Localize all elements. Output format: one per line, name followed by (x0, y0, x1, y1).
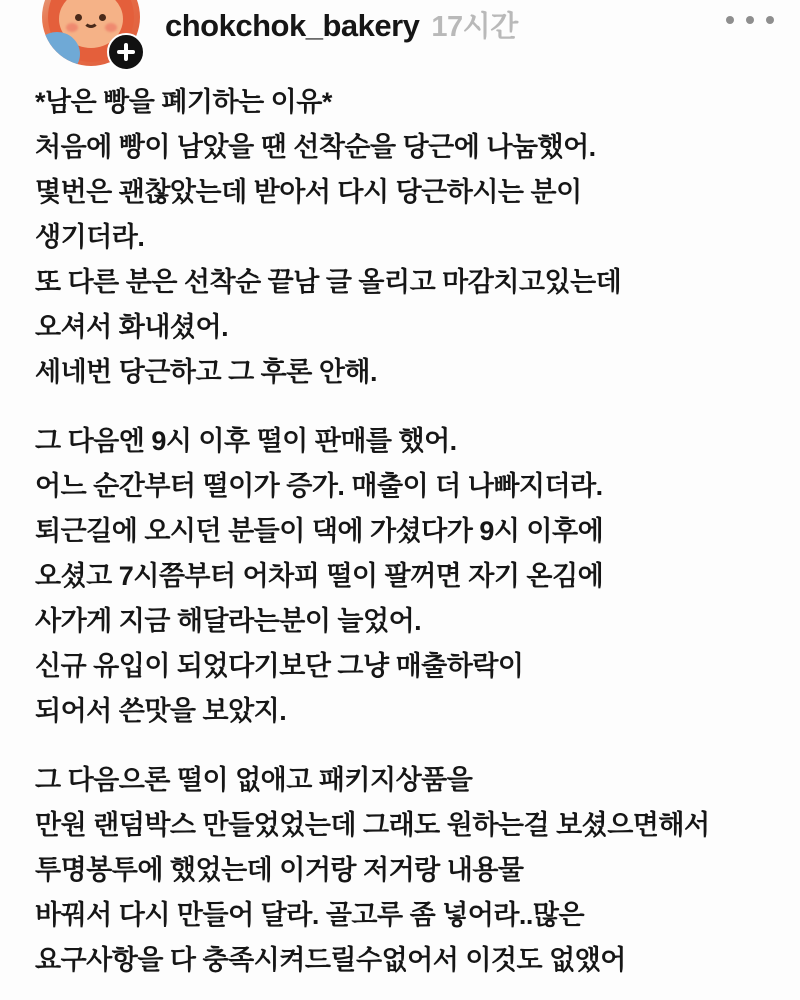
more-options-icon (746, 16, 754, 24)
post-text-line: 오셨고 7시쯤부터 어차피 떨이 팔꺼면 자기 온김에 (35, 561, 604, 591)
post-text-line: 처음에 빵이 남았을 땐 선착순을 당근에 나눔했어. (35, 132, 596, 162)
post-text-line: 어느 순간부터 떨이가 증가. 매출이 더 나빠지더라. (35, 471, 603, 501)
post-body (35, 80, 775, 1000)
post-paragraph (35, 758, 775, 983)
header-name-row (165, 4, 518, 45)
post-text-line: 몇번은 괜찮았는데 받아서 다시 당근하시는 분이 (35, 177, 582, 207)
post-text-line: 생기더라. (35, 222, 145, 252)
post-text-line: 만원 랜덤박스 만들었었는데 그래도 원하는걸 보셨으면해서 (35, 810, 710, 840)
avatar-eye-shape (75, 14, 82, 21)
post-text-line: 신규 유입이 되었다기보단 그냥 매출하락이 (35, 651, 524, 681)
post-header (0, 0, 800, 78)
more-options-button[interactable] (726, 8, 774, 32)
post-paragraph (35, 419, 775, 734)
post-text-line: 그 다음으론 떨이 없애고 패키지상품을 (35, 765, 473, 795)
timestamp: 17시간 (431, 11, 518, 43)
avatar-add-badge[interactable] (107, 33, 145, 71)
post-text-line: 투명봉투에 했었는데 이거랑 저거랑 내용물 (35, 855, 524, 885)
post-text-line: 그 다음엔 9시 이후 떨이 판매를 했어. (35, 426, 457, 456)
plus-icon (124, 43, 128, 61)
post-text-line: 퇴근길에 오시던 분들이 댁에 가셨다가 9시 이후에 (35, 516, 604, 546)
username[interactable]: chokchok_bakery (165, 8, 420, 43)
avatar-cheek-shape (105, 23, 117, 32)
avatar-cheek-shape (66, 23, 78, 32)
post-text-line: 세네번 당근하고 그 후론 안해. (35, 357, 377, 387)
post-text-line: 오셔서 화내셨어. (35, 312, 229, 342)
more-options-icon (766, 16, 774, 24)
more-options-icon (726, 16, 734, 24)
post-text-line: 요구사항을 다 충족시켜드릴수없어서 이것도 없앴어 (35, 945, 626, 975)
post-text-line: 사가게 지금 해달라는분이 늘었어. (35, 606, 422, 636)
post-text-line: 되어서 쓴맛을 보았지. (35, 696, 287, 726)
post-text-line: 바꿔서 다시 만들어 달라. 골고루 좀 넣어라..많은 (35, 900, 585, 930)
post-text-line: 또 다른 분은 선착순 끝남 글 올리고 마감치고있는데 (35, 267, 622, 297)
post-paragraph (35, 80, 775, 395)
avatar-eye-shape (99, 14, 106, 21)
post-text-line: *남은 빵을 폐기하는 이유* (35, 87, 332, 117)
